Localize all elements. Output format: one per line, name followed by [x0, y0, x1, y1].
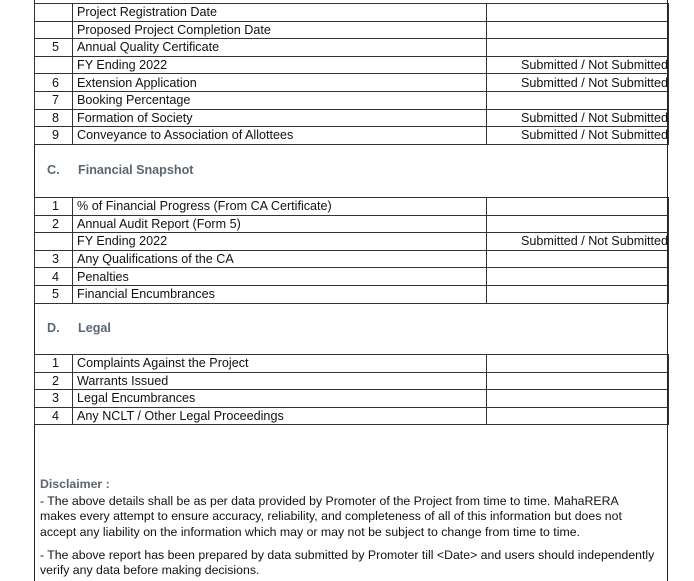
disclaimer-title: Disclaimer : — [40, 477, 110, 491]
table-row — [35, 91, 669, 109]
table-row — [35, 215, 669, 233]
row-label: Annual Quality Certificate — [73, 39, 487, 57]
row-number — [35, 4, 73, 22]
table-row — [35, 372, 669, 390]
disclaimer-paragraph: - The above details shall be as per data provided by Promoter of the Project from time to time. MahaRERA makes every attempt to ensure accuracy, reliability, and completeness of all of this information but does not accept any liability on the information which may or may not be subject to change from time to time. — [40, 494, 622, 539]
row-number: 1 — [35, 198, 73, 216]
row-number — [35, 233, 73, 251]
table-row — [35, 198, 669, 216]
section-heading-financial — [47, 163, 193, 177]
row-label: FY Ending 2022 — [73, 56, 487, 74]
row-status — [487, 285, 669, 303]
row-status: Submitted / Not Submitted — [487, 127, 669, 145]
row-number: 9 — [35, 127, 73, 145]
table-row — [35, 4, 669, 22]
row-label: Complaints Against the Project — [73, 355, 487, 373]
row-status — [487, 215, 669, 233]
disclaimer — [40, 477, 655, 578]
table-row — [35, 21, 669, 39]
row-label: Proposed Project Completion Date — [73, 21, 487, 39]
row-label: Project Registration Date — [73, 4, 487, 22]
row-label: Conveyance to Association of Allottees — [73, 127, 487, 145]
row-status — [487, 4, 669, 22]
row-number — [35, 21, 73, 39]
table-row — [35, 285, 669, 303]
section-title: Legal — [78, 321, 111, 335]
disclaimer-paragraph: - The above report has been prepared by data submitted by Promoter till <Date> and users should independently verify any data before making decisions. — [40, 547, 655, 578]
row-label: Penalties — [73, 268, 487, 286]
row-number: 1 — [35, 355, 73, 373]
legal-table — [34, 354, 669, 425]
row-label: Extension Application — [73, 74, 487, 92]
row-status: Submitted / Not Submitted — [487, 56, 669, 74]
table-row — [35, 74, 669, 92]
row-number: 2 — [35, 372, 73, 390]
row-label: % of Financial Progress (From CA Certificate) — [73, 198, 487, 216]
section-heading-legal — [47, 321, 111, 335]
section-title: Financial Snapshot — [78, 163, 194, 177]
row-label: Formation of Society — [73, 109, 487, 127]
row-number: 4 — [35, 268, 73, 286]
row-status — [487, 91, 669, 109]
row-label: Warrants Issued — [73, 372, 487, 390]
row-number: 7 — [35, 91, 73, 109]
row-number: 2 — [35, 215, 73, 233]
row-status — [487, 39, 669, 57]
row-number: 6 — [35, 74, 73, 92]
table-row — [35, 407, 669, 425]
project-status-table — [34, 3, 669, 145]
row-label: Booking Percentage — [73, 91, 487, 109]
table-row — [35, 39, 669, 57]
section-letter: D. — [47, 321, 60, 335]
row-label: Financial Encumbrances — [73, 285, 487, 303]
row-number: 4 — [35, 407, 73, 425]
table-row — [35, 268, 669, 286]
table-row — [35, 56, 669, 74]
table-row — [35, 390, 669, 408]
row-label: Any NCLT / Other Legal Proceedings — [73, 407, 487, 425]
row-label: Legal Encumbrances — [73, 390, 487, 408]
row-status — [487, 407, 669, 425]
table-row — [35, 355, 669, 373]
row-number — [35, 56, 73, 74]
row-number: 5 — [35, 39, 73, 57]
table-row — [35, 109, 669, 127]
row-status: Submitted / Not Submitted — [487, 109, 669, 127]
row-status — [487, 372, 669, 390]
row-status: Submitted / Not Submitted — [487, 233, 669, 251]
row-number: 3 — [35, 390, 73, 408]
row-status — [487, 21, 669, 39]
row-number: 5 — [35, 285, 73, 303]
row-status — [487, 355, 669, 373]
financial-snapshot-table — [34, 197, 669, 304]
row-status — [487, 390, 669, 408]
row-status — [487, 250, 669, 268]
row-label: FY Ending 2022 — [73, 233, 487, 251]
row-number: 8 — [35, 109, 73, 127]
row-number: 3 — [35, 250, 73, 268]
row-label: Annual Audit Report (Form 5) — [73, 215, 487, 233]
table-row — [35, 127, 669, 145]
section-letter: C. — [47, 163, 60, 177]
row-status: Submitted / Not Submitted — [487, 74, 669, 92]
table-row — [35, 250, 669, 268]
table-row — [35, 233, 669, 251]
row-status — [487, 268, 669, 286]
row-label: Any Qualifications of the CA — [73, 250, 487, 268]
row-status — [487, 198, 669, 216]
